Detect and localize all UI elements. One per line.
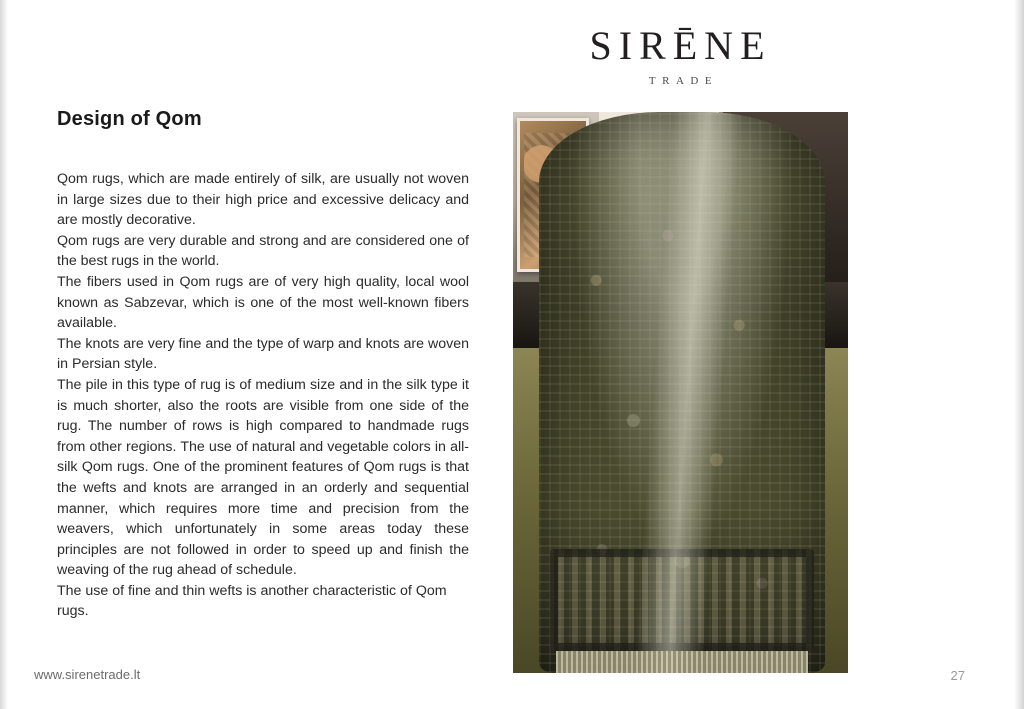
paragraph-5: The pile in this type of rug is of medium size and in the silk type it is much shorter, also the roots are visible from one side of the rug. The number of rows is high compared to handmade rugs from other regions. The use of natural and vegetable colors in all-silk Qom rugs. One of the prominent features of Qom rugs is that the wefts and knots are arranged in an orderly and sequential manner, which requires more time and precision from the weavers, which unfortunately in some areas today these principles are not followed in order to speed up and finish the weaving of the rug ahead of schedule.: [57, 376, 469, 579]
brand-logo: [513, 0, 848, 112]
brand-name: SIRĒNE: [589, 22, 772, 68]
rug-photograph: [513, 112, 848, 673]
paragraph-3: The fibers used in Qom rugs are of very high quality, local wool known as Sabzevar, which is one of the most well-known fibers available.: [57, 273, 469, 332]
footer-website-url: www.sirenetrade.lt: [34, 667, 141, 682]
rug-fringe: [556, 651, 808, 673]
brand-tagline: TRADE: [648, 74, 719, 87]
paragraph-6: The use of fine and thin wefts is another characteristic of Qom rugs.: [57, 582, 447, 620]
page-edge-shadow-left: [0, 0, 8, 709]
page-edge-shadow-right: [1014, 0, 1024, 709]
paragraph-1: Qom rugs, which are made entirely of silk, are usually not woven in large sizes due to their high price and excessive delicacy and are mostly decorative.: [57, 171, 469, 229]
page-number: 27: [950, 668, 965, 683]
photo-draped-rug: [539, 112, 825, 673]
media-column: [513, 0, 848, 709]
article-text-column: [57, 108, 469, 622]
page-title: Design of Qom: [57, 108, 202, 130]
article-body: [57, 169, 469, 622]
paragraph-4: The knots are very fine and the type of warp and knots are woven in Persian style.: [57, 335, 469, 373]
paragraph-2: Qom rugs are very durable and strong and are considered one of the best rugs in the world.: [57, 232, 469, 270]
